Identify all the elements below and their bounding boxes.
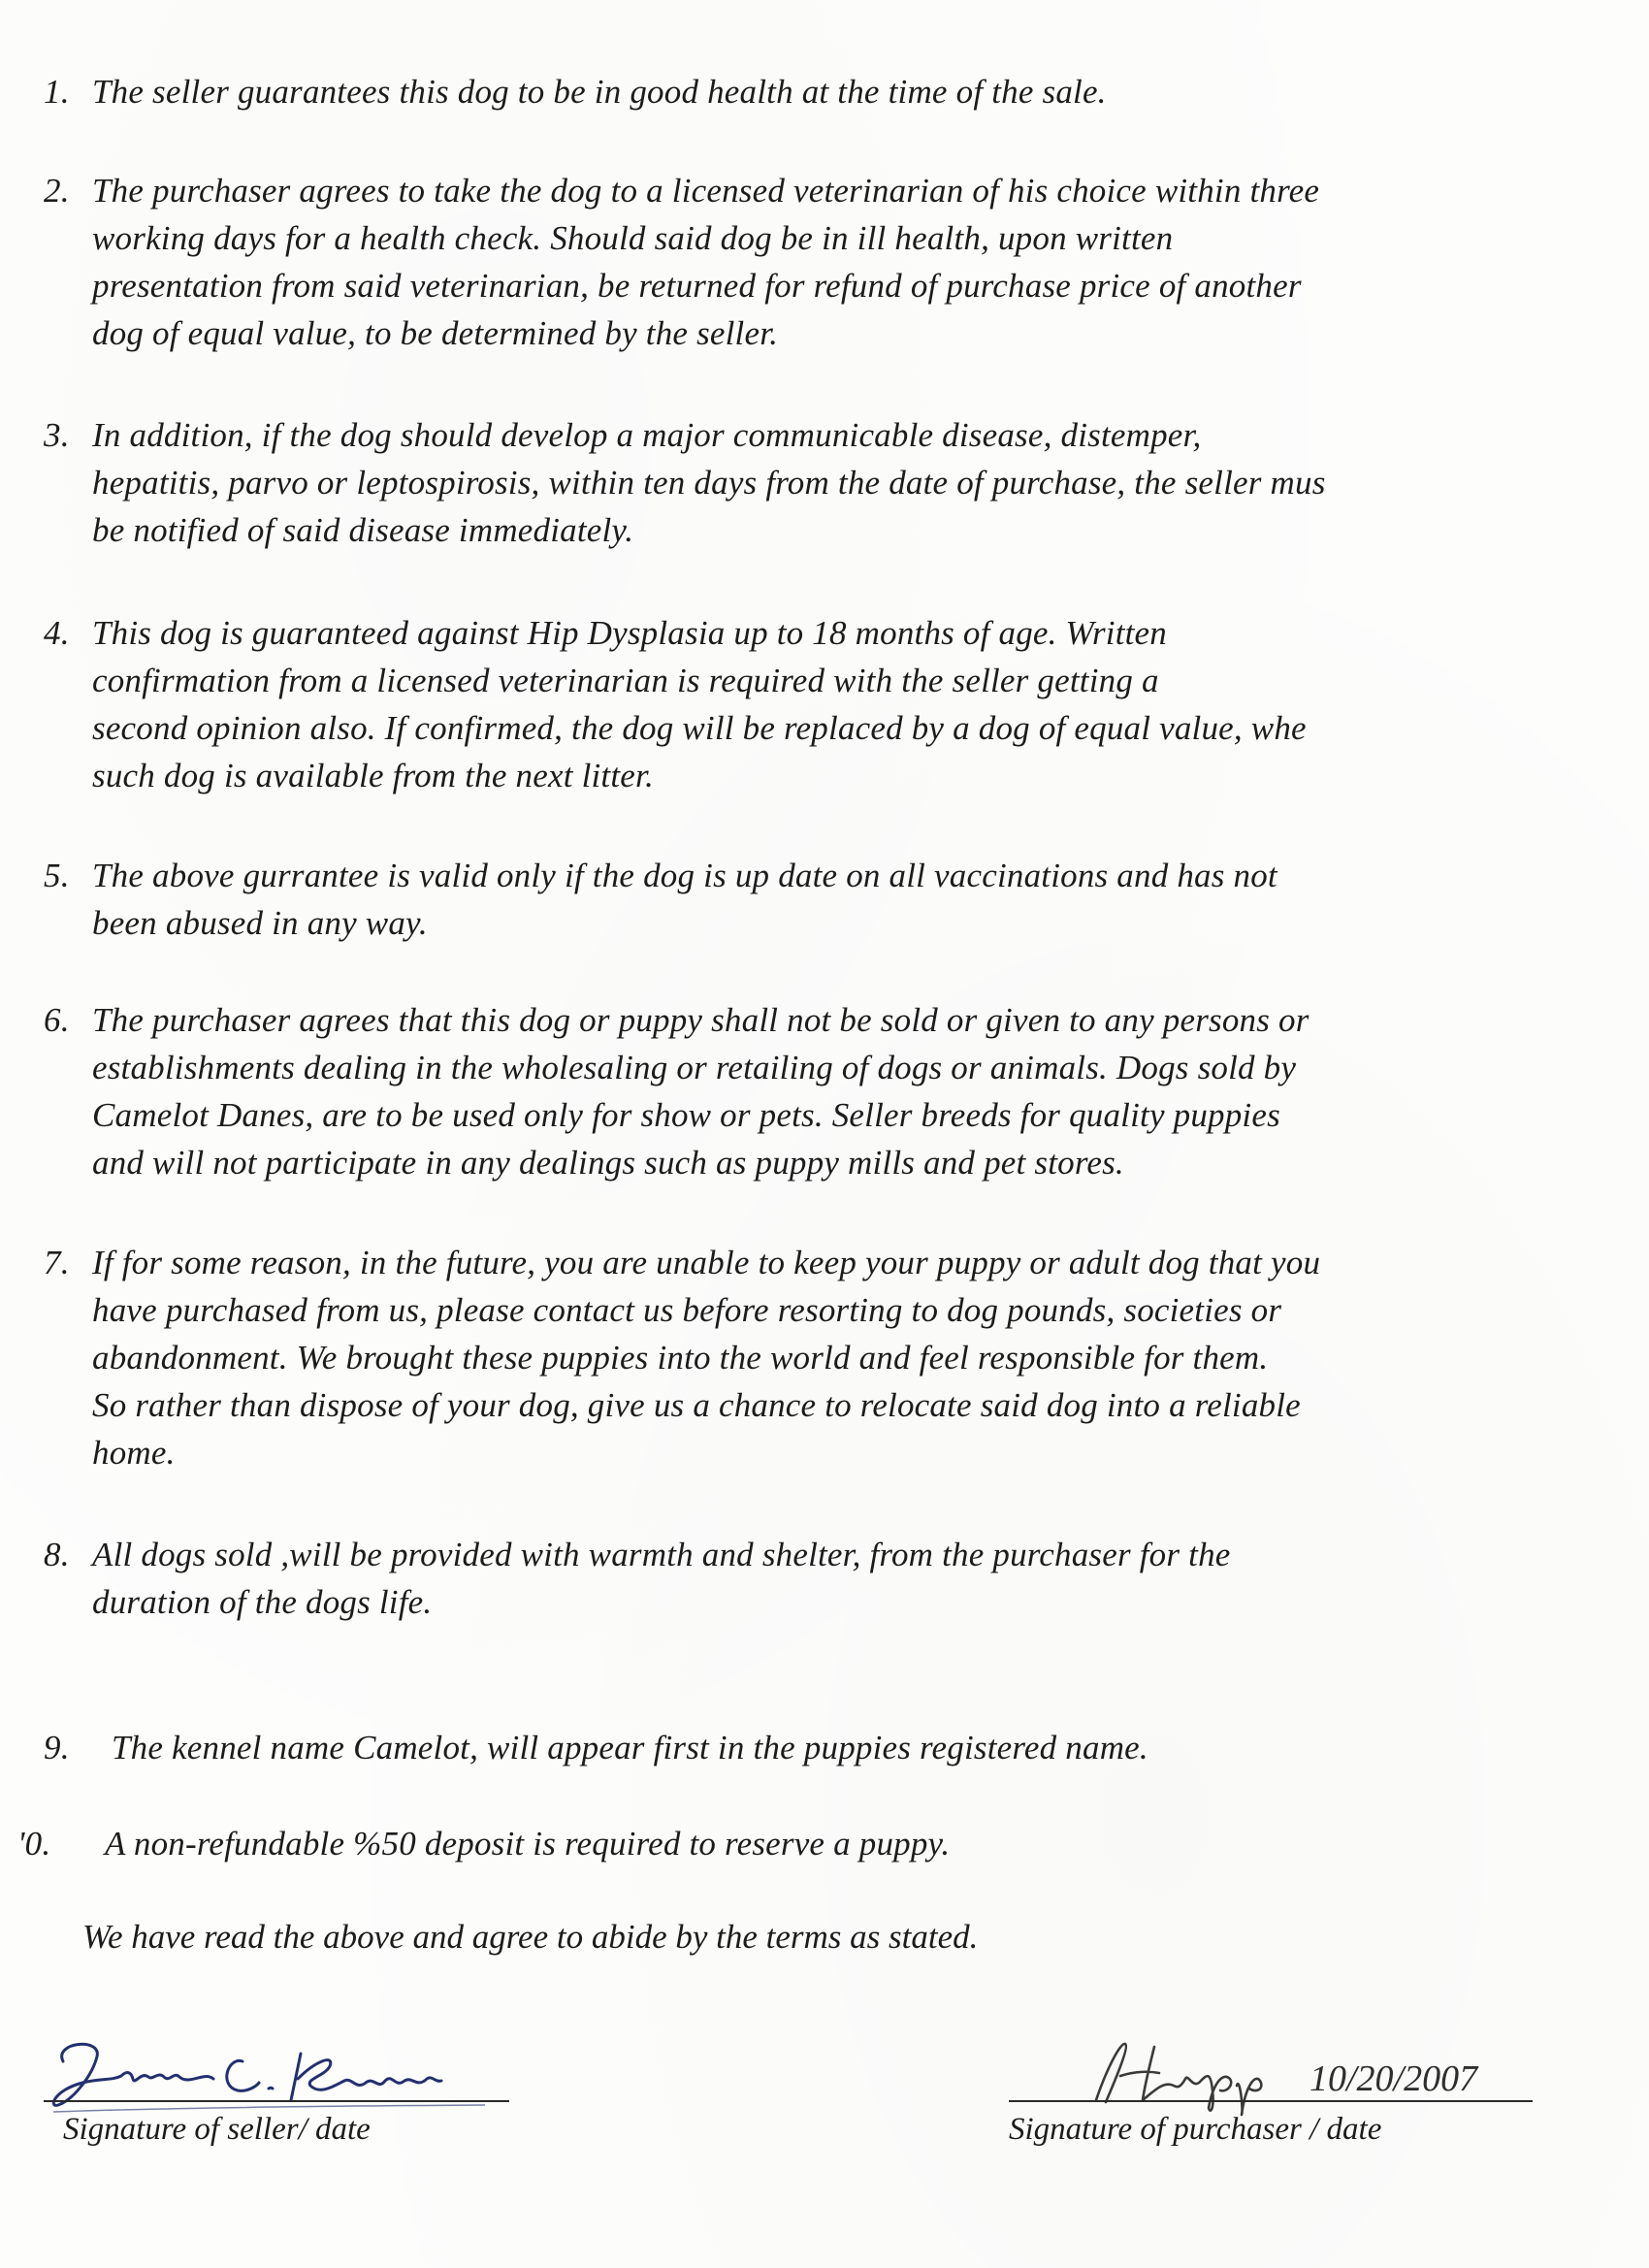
term-text: The above gurrantee is valid only if the dog is up date on all vaccinations and has not been abused in any way. <box>92 857 1277 942</box>
term-text: This dog is guaranteed against Hip Dysplasia up to 18 months of age. Written confirmation from a licensed veterinarian is required with the seller getting a second opinion also. If confirmed, the dog will be replaced by a dog of equal value, whe such dog is available from the next litter. <box>92 614 1307 794</box>
seller-signature-image <box>44 2032 490 2120</box>
term-number: 9. <box>44 1729 70 1766</box>
term-number: 2. <box>44 172 70 210</box>
purchaser-date-handwritten: 10/20/2007 <box>1310 2058 1478 2099</box>
term-number: '0. <box>17 1825 51 1863</box>
term-text: The kennel name Camelot, will appear first in the puppies registered name. <box>112 1729 1148 1766</box>
term-2 <box>44 167 1625 357</box>
term-1 <box>44 68 1625 115</box>
term-7 <box>44 1239 1625 1476</box>
purchaser-signature-label: Signature of purchaser / date <box>1009 2112 1382 2147</box>
term-text: The purchaser agrees that this dog or puppy shall not be sold or given to any persons or establishments dealing in the wholesaling or retailing of dogs or animals. Dogs sold by Camelot Danes, are to be used only for show or pets. Seller breeds for quality puppies and will not participate in any dealings such as puppy mills and pet stores. <box>92 1001 1310 1182</box>
term-5 <box>44 852 1625 947</box>
seller-signature-line <box>44 2100 509 2102</box>
purchaser-signature-image <box>1067 2032 1610 2120</box>
purchaser-signature-line <box>1009 2100 1533 2102</box>
term-text: A non-refundable %50 deposit is required to reserve a puppy. <box>105 1825 951 1863</box>
term-text: The seller guarantees this dog to be in good health at the time of the sale. <box>92 73 1107 111</box>
purchaser-signature-block <box>1009 2042 1552 2158</box>
term-8 <box>44 1531 1625 1626</box>
term-number: 4. <box>44 614 70 652</box>
term-number: 8. <box>44 1536 70 1573</box>
agreement-statement: We have read the above and agree to abide by the terms as stated. <box>82 1918 979 1956</box>
term-number: 7. <box>44 1244 70 1281</box>
term-6 <box>44 996 1625 1186</box>
seller-signature-block <box>44 2042 519 2158</box>
term-number: 3. <box>44 416 70 454</box>
term-number: 6. <box>44 1001 70 1039</box>
term-text: The purchaser agrees to take the dog to a licensed veterinarian of his choice within three working days for a health check. Should said dog be in ill health, upon written presentation from said veterinarian, be returned for refund of purchase price of another dog of equal value, to be determined by the seller. <box>92 172 1320 352</box>
term-text: In addition, if the dog should develop a major communicable disease, distemper, hepatitis, parvo or leptospirosis, within ten days from the date of purchase, the seller mus be notified of said disease immediately. <box>92 416 1326 549</box>
term-3 <box>44 411 1625 554</box>
term-number: 1. <box>44 73 70 111</box>
term-text: If for some reason, in the future, you are unable to keep your puppy or adult dog that you have purchased from us, please contact us before resorting to dog pounds, societies or abandonment. We brought these puppies into the world and feel responsible for them. So rather than dispose of your dog, give us a chance to relocate said dog into a reliable home. <box>92 1244 1321 1472</box>
term-10 <box>17 1820 1599 1867</box>
term-9 <box>44 1724 1625 1771</box>
term-4 <box>44 609 1625 799</box>
term-text: All dogs sold ,will be provided with warmth and shelter, from the purchaser for the duration of the dogs life. <box>92 1536 1231 1621</box>
term-number: 5. <box>44 857 70 894</box>
seller-signature-label: Signature of seller/ date <box>63 2112 371 2147</box>
